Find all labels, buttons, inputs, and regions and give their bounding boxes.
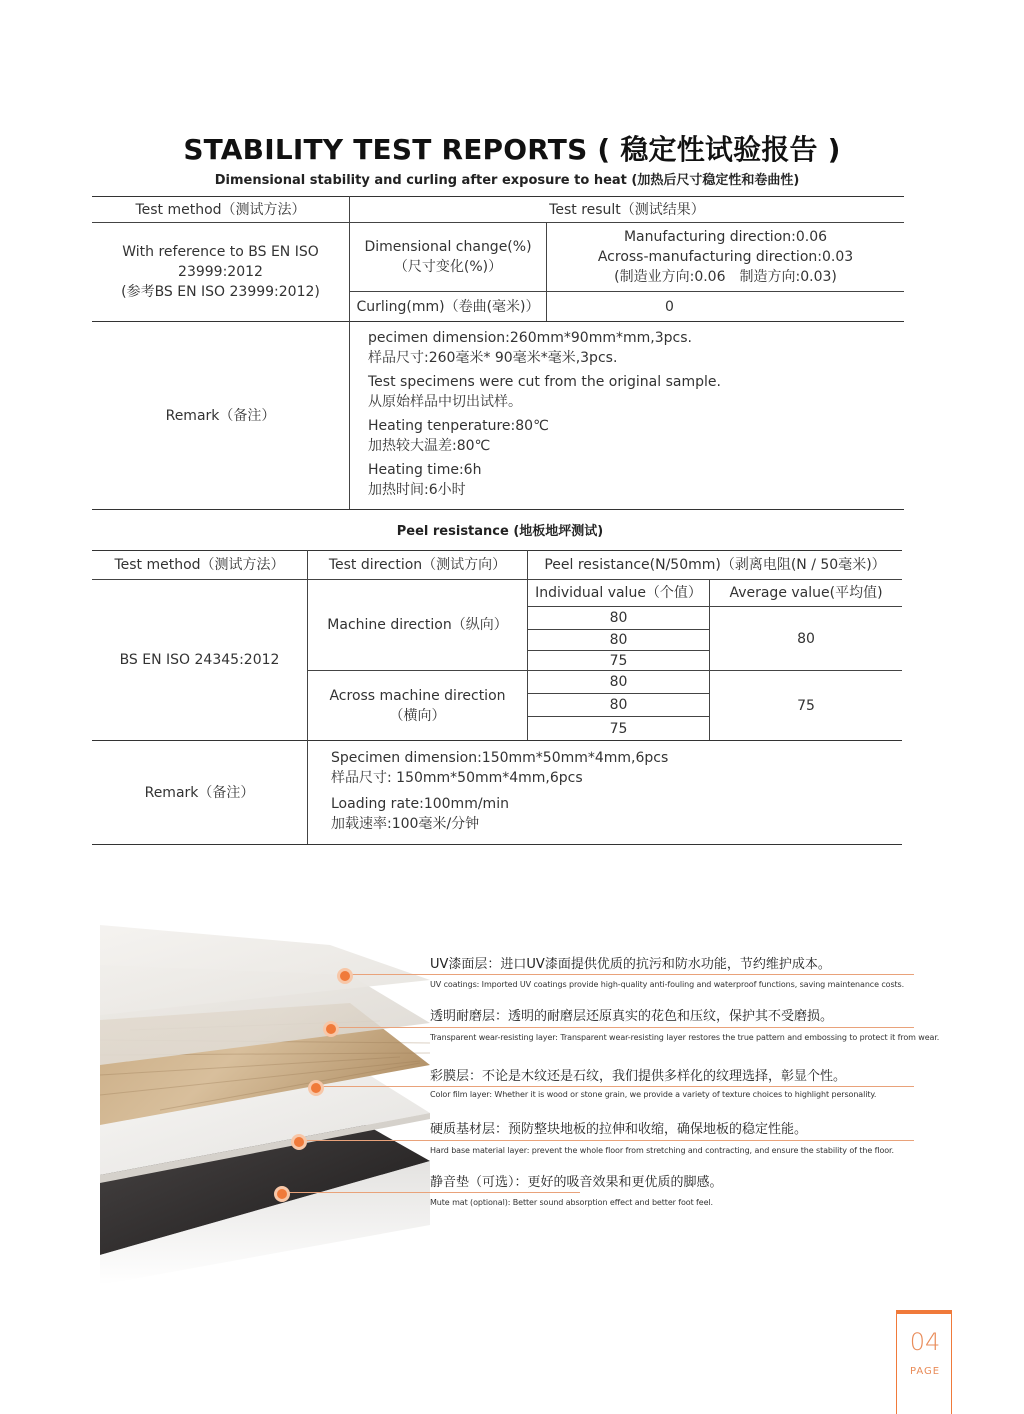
layer-desc-en: Mute mat (optional): Better sound absorption effect and better foot feel.	[430, 1198, 713, 1207]
remark-line: 加热时间:6小时	[368, 482, 466, 498]
method-line: With reference to BS EN ISO	[122, 244, 319, 260]
page-number-box	[896, 1310, 952, 1414]
remark-line: Heating time:6h	[368, 462, 482, 478]
across-average: 75	[797, 697, 815, 714]
floor-layers-illustration	[100, 925, 430, 1285]
layer-desc-en: UV coatings: Imported UV coatings provide high-quality anti-fouling and waterproof functions, saving maintenance costs.	[430, 980, 905, 989]
layer-desc-cn: 透明耐磨层：透明的耐磨层还原真实的花色和压纹，保护其不受磨损。	[430, 1009, 834, 1024]
remark-line: 样品尺寸: 150mm*50mm*4mm,6pcs	[331, 770, 583, 786]
table1-bottom-border	[92, 509, 904, 510]
table1-header-method: Test method（测试方法）	[135, 201, 306, 218]
remark-line: Test specimens were cut from the original sample.	[368, 374, 721, 390]
table2-remark-text	[331, 748, 668, 834]
callout-dot-icon	[291, 1134, 307, 1150]
machine-average: 80	[797, 630, 815, 647]
dim-value-line: (制造业方向:0.06 制造方向:0.03)	[614, 269, 837, 285]
across-line: Across machine direction	[329, 687, 506, 704]
subheader-average: Average value(平均值)	[729, 585, 883, 601]
across-value: 75	[609, 720, 628, 737]
across-line: （横向）	[389, 707, 446, 724]
remark-line: Loading rate:100mm/min	[331, 796, 509, 812]
table1-remark-text	[368, 328, 721, 500]
page-title: STABILITY TEST REPORTS ( 稳定性试验报告 )	[183, 133, 841, 166]
machine-value: 80	[609, 610, 628, 626]
remark-line: 从原始样品中切出试样。	[368, 394, 522, 410]
table1-remark-label: Remark（备注）	[165, 407, 276, 424]
callout-line	[329, 1027, 914, 1028]
page-subtitle: Dimensional stability and curling after exposure to heat (加热后尺寸稳定性和卷曲性)	[214, 173, 800, 188]
callout-line	[343, 974, 914, 975]
across-value: 80	[609, 674, 628, 690]
remark-line: pecimen dimension:260mm*90mm*mm,3pcs.	[368, 330, 692, 346]
across-value: 80	[609, 697, 628, 713]
table2-header-method: Test method（测试方法）	[114, 557, 285, 573]
table2-bottom-border	[92, 844, 902, 845]
callout-dot-icon	[274, 1186, 290, 1202]
callout-dot-icon	[337, 968, 353, 984]
machine-value: 80	[609, 632, 628, 648]
layer-desc-cn: 彩膜层：不论是木纹还是石纹，我们提供多样化的纹理选择，彰显个性。	[430, 1069, 847, 1084]
callout-line	[280, 1192, 580, 1193]
layer-desc-cn: UV漆面层：进口UV漆面提供优质的抗污和防水功能，节约维护成本。	[430, 957, 831, 972]
remark-line: 加热较大温差:80℃	[368, 438, 491, 454]
dim-label-line: Dimensional change(%)	[364, 239, 532, 255]
dim-label-line: （尺寸变化(%)）	[393, 259, 503, 275]
remark-line: Heating tenperature:80℃	[368, 418, 549, 434]
table2-remark-label: Remark（备注）	[144, 784, 255, 801]
dim-value-line: Across-manufacturing direction:0.03	[597, 249, 854, 265]
table2-header-direction: Test direction（测试方向）	[328, 557, 507, 573]
method-line: (参考BS EN ISO 23999:2012)	[121, 284, 320, 300]
table1-header-result: Test result（测试结果）	[549, 201, 705, 218]
remark-line: 加载速率:100毫米/分钟	[331, 816, 480, 832]
table1-method	[92, 223, 349, 321]
callout-line	[314, 1086, 914, 1087]
dimensional-change-value	[547, 223, 904, 291]
method-line: 23999:2012	[178, 264, 263, 280]
machine-value: 75	[609, 652, 628, 669]
dim-value-line: Manufacturing direction:0.06	[623, 229, 828, 245]
layer-desc-en: Transparent wear-resisting layer: Transparent wear-resisting layer restores the true pattern and embossing to protect it from wear.	[430, 1033, 940, 1042]
remark-line: 样品尺寸:260毫米* 90毫米*毫米,3pcs.	[368, 350, 618, 366]
curling-value: 0	[665, 298, 674, 315]
callout-dot-icon	[308, 1080, 324, 1096]
layer-desc-cn: 硬质基材层：预防整块地板的拉伸和收缩，确保地板的稳定性能。	[430, 1122, 808, 1137]
across-direction-label	[308, 671, 527, 740]
remark-line: Specimen dimension:150mm*50mm*4mm,6pcs	[331, 750, 669, 766]
subheader-individual: Individual value（个值）	[535, 585, 702, 601]
peel-section-title: Peel resistance (地板地坪测试)	[396, 524, 604, 539]
table2-header-peel: Peel resistance(N/50mm)（剥离电阻(N / 50毫米)）	[544, 557, 886, 573]
table2-method: BS EN ISO 24345:2012	[119, 652, 280, 668]
layer-desc-en: Color film layer: Whether it is wood or stone grain, we provide a variety of texture choices to highlight personality.	[430, 1090, 877, 1099]
curling-label: Curling(mm)（卷曲(毫米)）	[356, 298, 540, 315]
callout-dot-icon	[323, 1021, 339, 1037]
machine-direction-label: Machine direction（纵向）	[327, 617, 508, 633]
layer-desc-cn: 静音垫（可选）：更好的吸音效果和更优质的脚感。	[430, 1175, 723, 1190]
callout-line	[297, 1140, 914, 1141]
dimensional-change-label	[350, 223, 546, 291]
layer-desc-en: Hard base material layer: prevent the whole floor from stretching and contracting, and ensure the stability of the floor.	[430, 1146, 894, 1155]
page-label: PAGE	[909, 1366, 941, 1377]
page-number: 04	[909, 1328, 941, 1356]
